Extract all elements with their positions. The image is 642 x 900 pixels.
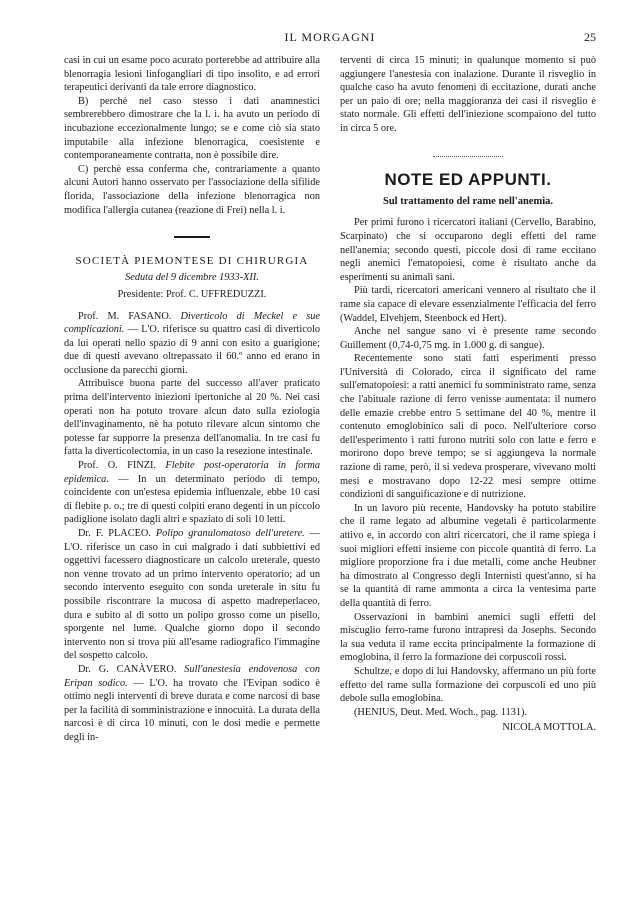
- page-number: 25: [584, 30, 596, 44]
- report-title: Flebite post-operatoria in forma epidemica.: [64, 460, 321, 485]
- paragraph: Schultze, e dopo di lui Handovsky, affermano un più forte effetto del rame sulla formazione dei corpuscoli ed uno più debole sulla emoglobina.: [340, 665, 596, 705]
- right-column: [340, 54, 596, 735]
- paragraph: Più tardi, ricercatori americani vennero al risultato che il rame sia capace di elevare essenzialmente l'efficacia del ferro (Waddel, Elvehjem, Steenbock ed Hert).: [340, 285, 596, 324]
- report-canavero: [64, 663, 320, 745]
- report-title: Polipo granulomatoso dell'uretere.: [155, 528, 305, 539]
- section-divider: [340, 148, 596, 162]
- report-finzi: [64, 459, 320, 527]
- report-text: — L'O. riferisce un caso in cui malgrado i dati subbiettivi ed oggettivi facessero diagnosticare un calcolo ureterale, questo non venne trovato ad un primo intervento operatorio; ad un secondo intervento eseguito con sonda ureterale in situ fu possibile riscontrare la mucosa di aspetto madreperlaceo, dura e subito al di sotto un polipo grosso come un pisello, sporgente nel lume. Qualche giorno dopo il secondo intervento non si trova più all'esame radiografico l'immagine del sospetto calcolo.: [64, 528, 320, 662]
- report-text: — L'O. ha trovato che l'Evipan sodico è ottimo negli interventi di breve durata e come narcosi di base per la facilità di somministrazione e innocuità. La durata della narcosi è di circa 10 minuti, con le dosi medie e permette degli in-: [64, 677, 321, 743]
- paragraph: Per primi furono i ricercatori italiani (Cervello, Barabino, Scarpinato) che si occuparono degli effetti del rame nell'anemia; secondo questi, piccole dosi di rame eccitano negli anemici l'ematopoiesi, come è risultato anche da esperimenti su animali sani.: [340, 217, 596, 283]
- paragraph: Osservazioni in bambini anemici sugli effetti del miscuglio ferro-rame furono intrapresi da Josephs. Secondo la sua veduta il rame eccita principalmente la formazione di emoglobina, il ferro la formazione dei corpuscoli rossi.: [340, 611, 596, 664]
- report-author: Prof. M. FASANO.: [78, 310, 172, 322]
- notes-heading: NOTE ED APPUNTI.: [384, 170, 552, 190]
- left-column: [64, 54, 320, 745]
- paragraph: C) perchè essa conferma che, contrariamente a quanto alcuni Autori hanno osservato per l'associazione della sifilide florida, l'associazione della infezione blenorragica non modifica l'allergia cutanea (reazione di Frei) nella l. i.: [64, 163, 320, 216]
- report-title: Sull'anestesia endovenosa con Eripan sodico.: [64, 663, 321, 689]
- session-president: Presidente: Prof. C. UFFREDUZZI.: [117, 288, 267, 300]
- paragraph: In un lavoro più recente, Handovsky ha potuto stabilire che il rame legato ad albumine vegetali è particolarmente attivo e, in accordo con altri ricercatori, che il rame spiega i suoi migliori effetti insieme con piccole quantità di ferro. La migliore proporzione fra i due metalli, come anche Heubner ha dimostrato al Congresso degli Internisti quest'anno, si ha se la quantità di rame ammonta a circa la ventesima parte della quantità di ferro.: [340, 502, 596, 609]
- report-author: Dr. F. PLACEO.: [78, 528, 151, 539]
- notes-subheading: Sul trattamento del rame nell'anemia.: [382, 195, 553, 207]
- report-title: Diverticolo di Meckel e sue complicazioni.: [64, 310, 321, 336]
- session-date: Seduta del 9 dicembre 1933-XII.: [125, 272, 259, 284]
- author-signature: NICOLA MOTTOLA.: [502, 722, 596, 734]
- citation: (HENIUS, Deut. Med. Woch., pag. 1131).: [354, 706, 528, 718]
- report-text: — In un determinato periodo di tempo, coincidente con un'estesa epidemia influenzale, ebbe 10 casi di flebite p. o.; tre di questi colpiti erano degenti in un piccolo padiglione isolato dagli altri e spaziato di soli 10 letti.: [64, 473, 321, 526]
- report-fasano: [64, 310, 320, 378]
- paragraph: Attribuisce buona parte del successo all'aver praticato prima dell'intervento iniezioni ipertoniche al 20 %. Nei casi operati non ha potuto trovare alcun dato sulla eziologia dell'invaginamento, nè ha potuto rilevare alcun sintomo che potesse far supporre la presenza dell'anomalia. In tre casi fu fatta la diverticolectomia, in un caso la resezione intestinale.: [64, 378, 320, 458]
- paragraph: casi in cui un esame poco acurato porterebbe ad attribuire alla blenorragia lesioni linfogangliari di tipo insolito, e ad errori terapeutici derivanti da tale errore diagnostico.: [64, 55, 320, 94]
- journal-title: IL MORGAGNI: [284, 30, 376, 44]
- page-header: [64, 30, 596, 46]
- paragraph: B) perchè nel caso stesso i dati anamnestici sembrerebbero dimostrare che la l. i. ha avuto un periodo di incubazione eccezionalmente lungo; se e come ciò sia stato imputabile alla infezione blenorragica, coesistente e contemporaneamente contratta, non è possibile dire.: [64, 95, 320, 162]
- report-author: Dr. G. CANÀVERO.: [78, 663, 177, 675]
- paragraph: Recentemente sono stati fatti esperimenti presso l'Università di Colorado, circa il significato del rame sull'ematopoiesi: a ratti anemici fu somministrato rame, senza che l'abituale razione di ferro venisse aumentata: il numero delle emazie crebbe entro 5 settimane del 40 %, mentre il contenuto emoglobinico salì di poco. Nell'ulteriore corso dell'esperimento i ratti furono nutriti solo con latte e ferro e morirono dopo breve tempo; se si aggiungeva la normale razione di rame, però, il si vedeva prosperare, vivevano molti mesi e mostravano dopo 12-22 mesi sempre ottime condizioni di sanguificazione e di nutrizione.: [340, 353, 596, 501]
- paragraph: terventi di circa 15 minuti; in qualunque momento si può aggiungere l'anestesia con inalazione. Durante il risveglio in qualche caso ha avuto fenomeni di eccitazione, durati anche per un paio di ore; nella maggioranza dei casi il risveglio è stato normale. Gli effetti dell'iniezione scompaiono del tutto in circa 5 ore.: [340, 55, 596, 134]
- report-text: — L'O. riferisce su quattro casi di diverticolo da lui operati nello spazio di 9 anni con esito a guarigione; due di questi avevano oltrepassato il 60.º anno ed erano in occlusione da parecchi giorni.: [64, 324, 320, 376]
- paragraph: Anche nel sangue sano vi è presente rame secondo Guillement (0,74-0,75 mg. in 1.000 g. di sangue).: [340, 326, 596, 351]
- report-placeo: [64, 527, 320, 663]
- society-title: SOCIETÀ PIEMONTESE DI CHIRURGIA: [75, 254, 309, 267]
- section-divider: [64, 229, 320, 243]
- report-author: Prof. O. FINZI.: [78, 460, 156, 472]
